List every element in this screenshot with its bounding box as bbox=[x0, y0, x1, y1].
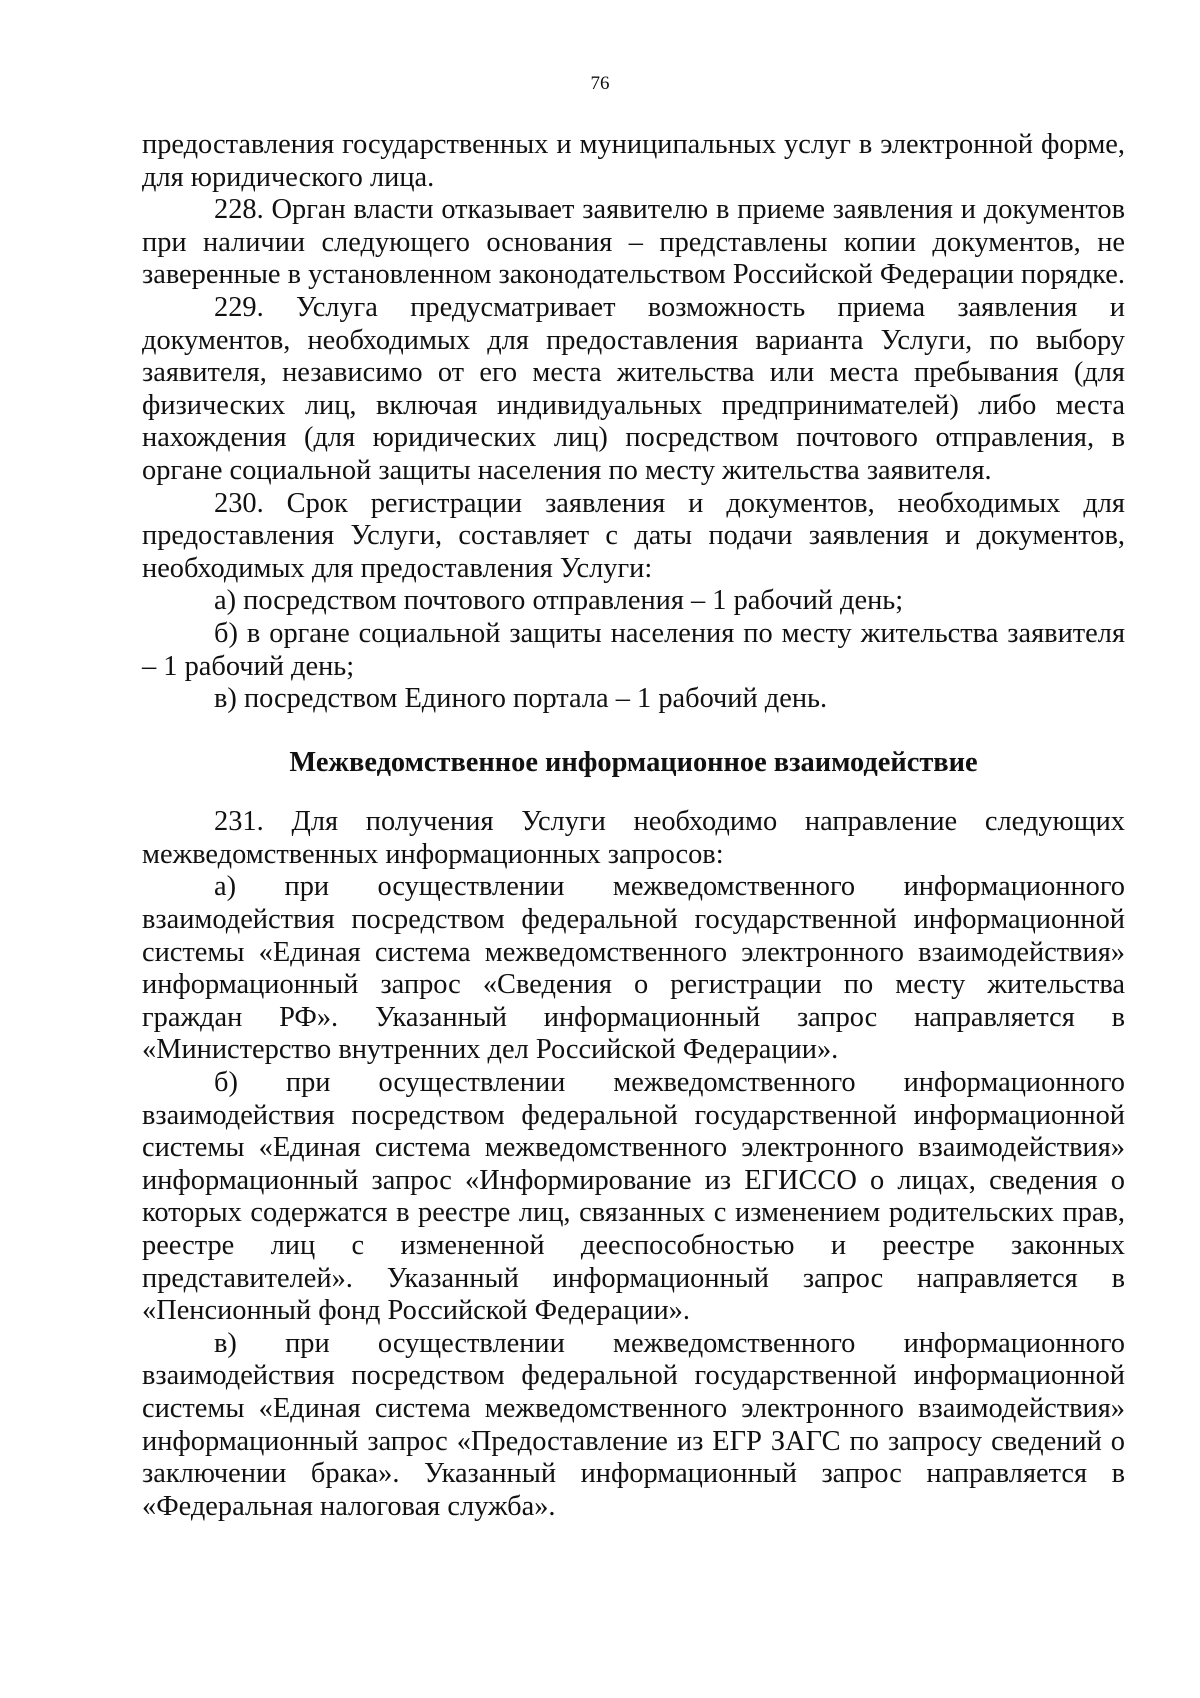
document-body bbox=[142, 129, 1125, 1523]
paragraph-230-b: б) в органе социальной защиты населения по месту жительства заявителя – 1 рабочий день; bbox=[142, 617, 1125, 682]
section-heading: Межведомственное информационное взаимодействие bbox=[289, 746, 978, 778]
paragraph-229: 229. Услуга предусматривает возможность приема заявления и документов, необходимых для предоставления варианта Услуги, по выбору заявителя, независимо от его места жительства или места пребывания (для физических лиц, включая индивидуальных предпринимателей) либо места нахождения (для юридических лиц) посредством почтового отправления, в органе социальной защиты населения по месту жительства заявителя. bbox=[142, 291, 1125, 486]
paragraph-231: 231. Для получения Услуги необходимо направление следующих межведомственных информационных запросов: bbox=[142, 806, 1125, 870]
page-number: 76 bbox=[590, 73, 610, 94]
paragraph-230-a: а) посредством почтового отправления – 1 рабочий день; bbox=[214, 585, 904, 617]
paragraph-231-c: в) при осуществлении межведомственного информационного взаимодействия посредством федеральной государственной информационной системы «Единая система межведомственного электронного взаимодействия» информационный запрос «Предоставление из ЕГР ЗАГС по запросу сведений о заключении брака». Указанный информационный запрос направляется в «Федеральная налоговая служба». bbox=[142, 1327, 1125, 1522]
paragraph-230-c: в) посредством Единого портала – 1 рабочий день. bbox=[214, 683, 828, 715]
paragraph-231-b: б) при осуществлении межведомственного информационного взаимодействия посредством федеральной государственной информационной системы «Единая система межведомственного электронного взаимодействия» информационный запрос «Информирование из ЕГИССО о лицах, сведения о которых содержатся в реестре лиц, связанных с изменением родительских прав, реестре лиц с измененной дееспособностью и реестре законных представителей». Указанный информационный запрос направляется в «Пенсионный фонд Российской Федерации». bbox=[142, 1067, 1125, 1327]
paragraph-228: 228. Орган власти отказывает заявителю в приеме заявления и документов при наличии следующего основания – представлены копии документов, не заверенные в установленном законодательством Российской Федерации порядке. bbox=[142, 194, 1125, 291]
paragraph-230: 230. Срок регистрации заявления и документов, необходимых для предоставления Услуги, составляет с даты подачи заявления и документов, необходимых для предоставления Услуги: bbox=[142, 487, 1125, 584]
paragraph-continuation: предоставления государственных и муниципальных услуг в электронной форме, для юридического лица. bbox=[142, 129, 1125, 193]
paragraph-231-a: а) при осуществлении межведомственного информационного взаимодействия посредством федеральной государственной информационной системы «Единая система межведомственного электронного взаимодействия» информационный запрос «Сведения о регистрации по месту жительства граждан РФ». Указанный информационный запрос направляется в «Министерство внутренних дел Российской Федерации». bbox=[142, 871, 1125, 1066]
